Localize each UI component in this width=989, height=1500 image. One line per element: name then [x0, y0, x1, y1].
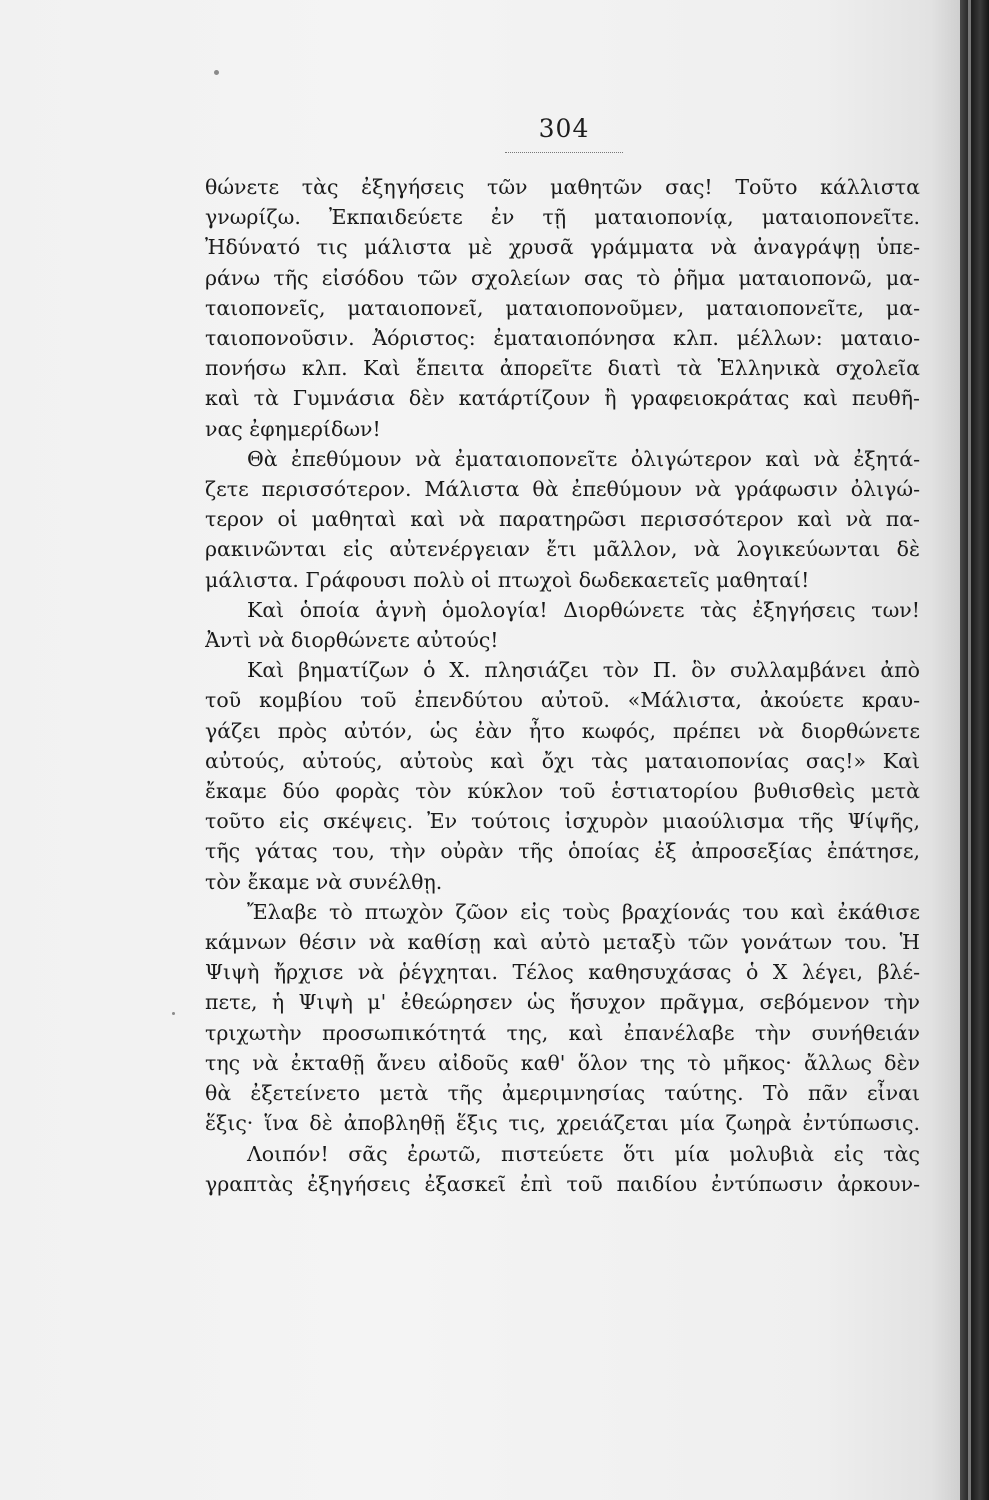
text-line: της νὰ ἐκταθῇ ἄνευ αἰδοῦς καθ' ὅλον της τὸ μῆκος· ἄλλως δὲν [205, 1050, 920, 1075]
text-line: Καὶ ὁποία ἁγνὴ ὁμολογία! Διορθώνετε τὰς ἐξηγήσεις των! [247, 597, 920, 622]
book-spine-shadow [960, 0, 989, 1500]
text-line: ράνω τῆς εἰσόδου τῶν σχολείων σας τὸ ῥῆμα ματαιοπονῶ, μα- [205, 265, 920, 290]
text-line: αὐτούς, αὐτούς, αὐτοὺς καὶ ὄχι τὰς ματαιοπονίας σας!» Καὶ [205, 748, 920, 773]
text-line: τοῦτο εἰς σκέψεις. Ἐν τούτοις ἰσχυρὸν μιαούλισμα τῆς Ψίψῆς, [205, 809, 920, 834]
text-line: Ψιψὴ ἤρχισε νὰ ῥέγχηται. Τέλος καθησυχάσας ὁ Χ λέγει, βλέ- [205, 960, 920, 985]
text-line: γάζει πρὸς αὐτόν, ὡς ἐὰν ἦτο κωφός, πρέπει νὰ διορθώνετε [205, 718, 920, 743]
text-line: τῆς γάτας του, τὴν οὐρὰν τῆς ὁποίας ἐξ ἀπροσεξίας ἐπάτησε, [205, 839, 920, 864]
text-line: ταιοπονοῦσιν. Ἀόριστος: ἐματαιοπόνησα κλπ. μέλλων: ματαιο- [205, 326, 920, 351]
text-line: μάλιστα. Γράφουσι πολὺ οἱ πτωχοὶ δωδεκαετεῖς μαθηταί! [205, 567, 810, 592]
text-line: Καὶ βηματίζων ὁ Χ. πλησιάζει τὸν Π. ὃν συλλαμβάνει ἀπὸ [247, 658, 920, 683]
paper-speck [172, 1012, 175, 1015]
text-line: νας ἐφημερίδων! [205, 416, 381, 441]
text-line: Ἠδύνατό τις μάλιστα μὲ χρυσᾶ γράμματα νὰ ἀναγράψῃ ὑπε- [205, 235, 920, 260]
text-line: Θὰ ἐπεθύμουν νὰ ἐματαιοπονεῖτε ὀλιγώτερον καὶ νὰ ἐξητά- [247, 446, 920, 471]
text-line: τοῦ κομβίου τοῦ ἐπενδύτου αὐτοῦ. «Μάλιστα, ἀκούετε κραυ- [205, 688, 920, 713]
text-line: Ἔλαβε τὸ πτωχὸν ζῶον εἰς τοὺς βραχίονάς του καὶ ἐκάθισε [247, 899, 920, 924]
text-line: Λοιπόν! σᾶς ἐρωτῶ, πιστεύετε ὅτι μία μολυβιὰ εἰς τὰς [247, 1141, 920, 1166]
text-line: τερον οἱ μαθηταὶ καὶ νὰ παρατηρῶσι περισσότερον καὶ νὰ πα- [205, 507, 920, 532]
text-line: ζετε περισσότερον. Μάλιστα θὰ ἐπεθύμουν νὰ γράφωσιν ὀλιγώ- [205, 477, 920, 502]
text-line: τριχωτὴν προσωπικότητά της, καὶ ἐπανέλαβε τὴν συνήθειάν [205, 1020, 920, 1045]
body-text [205, 172, 920, 1199]
text-line: καὶ τὰ Γυμνάσια δὲν κατάρτίζουν ἢ γραφειοκράτας καὶ πευθῆ- [205, 386, 920, 411]
text-line: θώνετε τὰς ἐξηγήσεις τῶν μαθητῶν σας! Τοῦτο κάλλιστα [205, 175, 920, 199]
spine-edge [968, 0, 971, 1500]
text-line: γνωρίζω. Ἐκπαιδεύετε ἐν τῇ ματαιοπονίᾳ, ματαιοπονεῖτε. [205, 205, 920, 230]
page-number-rule [505, 152, 623, 153]
text-line: ρακινῶνται εἰς αὐτενέργειαν ἔτι μᾶλλον, νὰ λογικεύωνται δὲ [205, 537, 920, 562]
text-line: ἔκαμε δύο φορὰς τὸν κύκλον τοῦ ἑστιατορίου βυθισθεὶς μετὰ [205, 779, 920, 804]
text-line: ἕξις· ἵνα δὲ ἀποβληθῇ ἕξις τις, χρειάζεται μία ζωηρὰ ἐντύπωσις. [205, 1111, 920, 1136]
text-line: τὸν ἔκαμε νὰ συνέλθῃ. [205, 869, 443, 894]
text-line: γραπτὰς ἐξηγήσεις ἐξασκεῖ ἐπὶ τοῦ παιδίου ἐντύπωσιν ἀρκουν- [205, 1171, 920, 1196]
paper-speck [214, 70, 219, 75]
text-line: ταιοπονεῖς, ματαιοπονεῖ, ματαιοπονοῦμεν, ματαιοπονεῖτε, μα- [205, 295, 920, 320]
text-line: κάμνων θέσιν νὰ καθίσῃ καὶ αὐτὸ μεταξὺ τῶν γονάτων του. Ἡ [205, 930, 920, 955]
text-line: Ἀντὶ νὰ διορθώνετε αὐτούς! [205, 628, 499, 653]
text-line: θὰ ἐξετείνετο μετὰ τῆς ἀμεριμνησίας ταύτης. Τὸ πᾶν εἶναι [205, 1081, 920, 1106]
text-line: πετε, ἡ Ψιψὴ μ' ἐθεώρησεν ὡς ἥσυχον πρᾶγμα, σεβόμενον τὴν [205, 990, 920, 1015]
text-line: πονήσω κλπ. Καὶ ἔπειτα ἀπορεῖτε διατὶ τὰ Ἑλληνικὰ σχολεῖα [205, 356, 920, 381]
page-number: 304 [538, 114, 590, 143]
